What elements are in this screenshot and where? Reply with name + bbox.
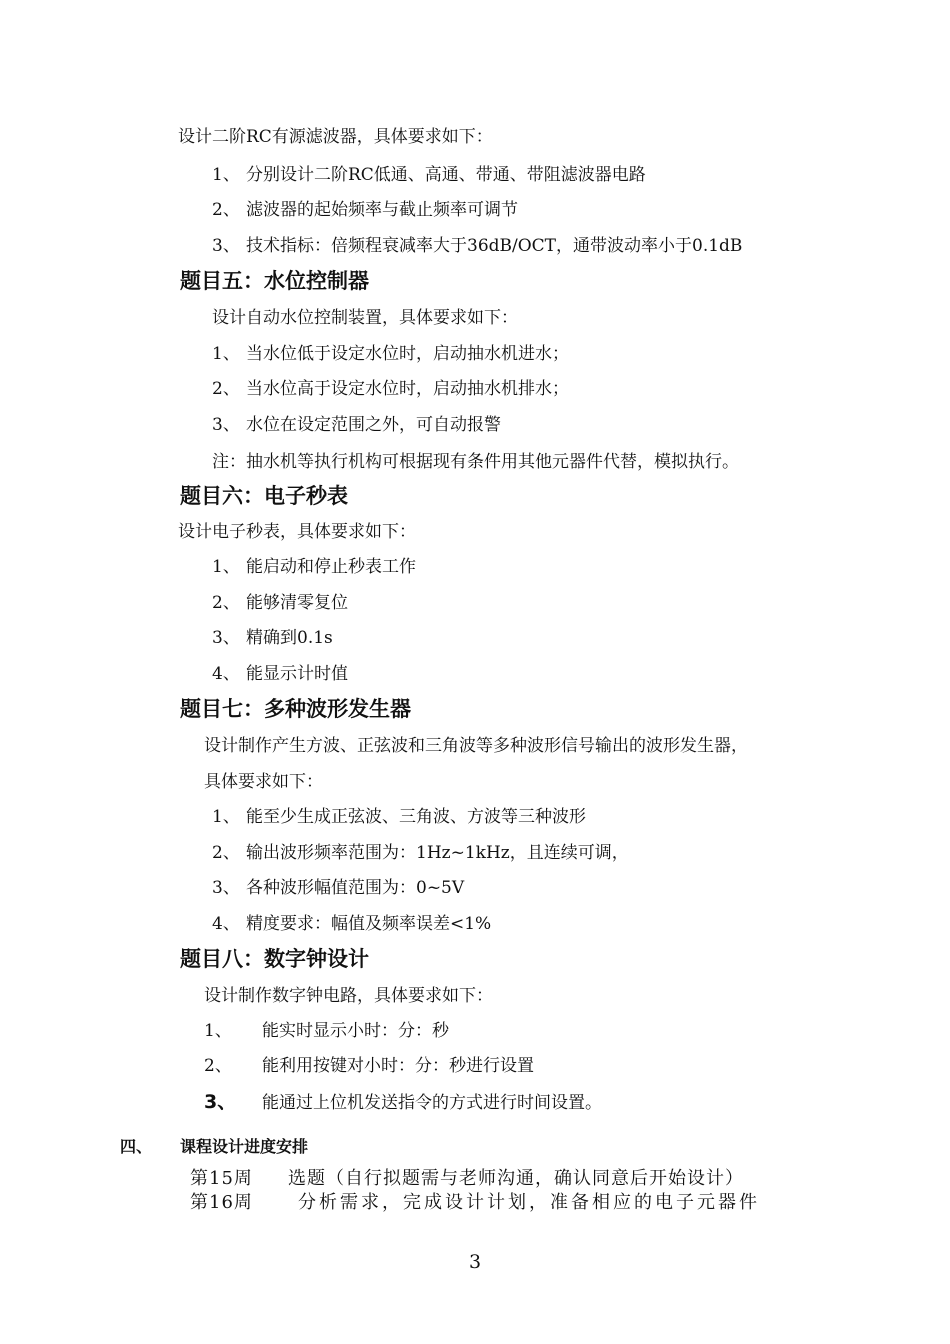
item-text: 能利用按键对小时：分：秒进行设置: [262, 1056, 534, 1076]
list-item: [212, 235, 742, 257]
item-text: 能够清零复位: [246, 593, 348, 613]
item-number: 2、: [212, 593, 240, 613]
item-text: 能至少生成正弦波、三角波、方波等三种波形: [246, 807, 586, 827]
list-item: [212, 663, 348, 685]
list-item: [212, 842, 629, 864]
list-item: [204, 1055, 534, 1077]
schedule-task: 分析需求，完成设计计划，准备相应的电子元器件: [298, 1192, 760, 1213]
topic-eight-intro: 设计制作数字钟电路，具体要求如下：: [204, 986, 493, 1006]
item-text: 输出波形频率范围为：1Hz~1kHz，且连续可调，: [246, 843, 629, 863]
item-text: 能启动和停止秒表工作: [246, 557, 416, 577]
list-item: [212, 592, 348, 614]
topic-seven-heading: 题目七：多种波形发生器: [180, 697, 411, 721]
list-item: [212, 556, 416, 578]
schedule-week: 第16周: [190, 1192, 253, 1213]
item-text: 精度要求：幅值及频率误差<1%: [246, 914, 492, 934]
page-number: 3: [469, 1251, 482, 1273]
item-number: 3、: [212, 415, 240, 435]
item-text: 当水位高于设定水位时，启动抽水机排水；: [246, 379, 569, 399]
topic-five-heading: 题目五：水位控制器: [180, 269, 369, 293]
list-item: [212, 913, 491, 935]
list-item: [212, 627, 333, 649]
item-number: 2、: [212, 379, 240, 399]
item-number: 2、: [212, 843, 240, 863]
item-number: 4、: [212, 664, 240, 684]
item-number: 3、: [212, 236, 240, 256]
list-item: [212, 877, 464, 899]
item-number: 1、: [204, 1021, 232, 1041]
item-number: 1、: [212, 807, 240, 827]
item-number: 3、: [212, 628, 240, 648]
item-number: 1、: [212, 557, 240, 577]
topic-eight-heading: 题目八：数字钟设计: [180, 947, 369, 971]
item-text: 能实时显示小时：分：秒: [262, 1021, 449, 1041]
item-text: 水位在设定范围之外，可自动报警: [246, 415, 501, 435]
list-item: [212, 806, 586, 828]
item-text: 各种波形幅值范围为：0~5V: [246, 878, 465, 898]
list-item: [204, 1091, 602, 1114]
item-number: 4、: [212, 914, 240, 934]
schedule-task: 选题（自行拟题需与老师沟通，确认同意后开始设计）: [288, 1168, 744, 1189]
list-item: [212, 343, 569, 365]
filter-intro: 设计二阶RC有源滤波器，具体要求如下：: [178, 127, 493, 147]
item-text: 能显示计时值: [246, 664, 348, 684]
topic-seven-intro-cont: 具体要求如下：: [204, 772, 323, 792]
topic-six-intro: 设计电子秒表，具体要求如下：: [178, 522, 416, 542]
topic-six-heading: 题目六：电子秒表: [180, 484, 348, 508]
list-item: [204, 1020, 449, 1042]
list-item: [212, 378, 569, 400]
item-text: 当水位低于设定水位时，启动抽水机进水；: [246, 344, 569, 364]
item-number: 2、: [204, 1056, 232, 1076]
schedule-week: 第15周: [190, 1168, 253, 1189]
topic-seven-intro: 设计制作产生方波、正弦波和三角波等多种波形信号输出的波形发生器，: [204, 736, 748, 756]
item-number: 1、: [212, 165, 240, 185]
item-text: 分别设计二阶RC低通、高通、带通、带阻滤波器电路: [246, 165, 646, 185]
item-number: 3、: [212, 878, 240, 898]
item-text: 技术指标：倍频程衰减率大于36dB/OCT，通带波动率小于0.1dB: [246, 236, 743, 256]
item-number: 3、: [204, 1091, 237, 1113]
topic-five-note: 注：抽水机等执行机构可根据现有条件用其他元器件代替，模拟执行。: [212, 452, 739, 472]
section-title: 课程设计进度安排: [180, 1137, 309, 1156]
item-text: 滤波器的起始频率与截止频率可调节: [246, 200, 518, 220]
item-number: 2、: [212, 200, 240, 220]
list-item: [212, 164, 646, 186]
item-text: 精确到0.1s: [246, 628, 333, 648]
list-item: [212, 199, 518, 221]
item-number: 1、: [212, 344, 240, 364]
item-text: 能通过上位机发送指令的方式进行时间设置。: [262, 1093, 602, 1113]
section-number: 四、: [120, 1137, 153, 1156]
list-item: [212, 414, 501, 436]
topic-five-intro: 设计自动水位控制装置，具体要求如下：: [212, 308, 518, 328]
